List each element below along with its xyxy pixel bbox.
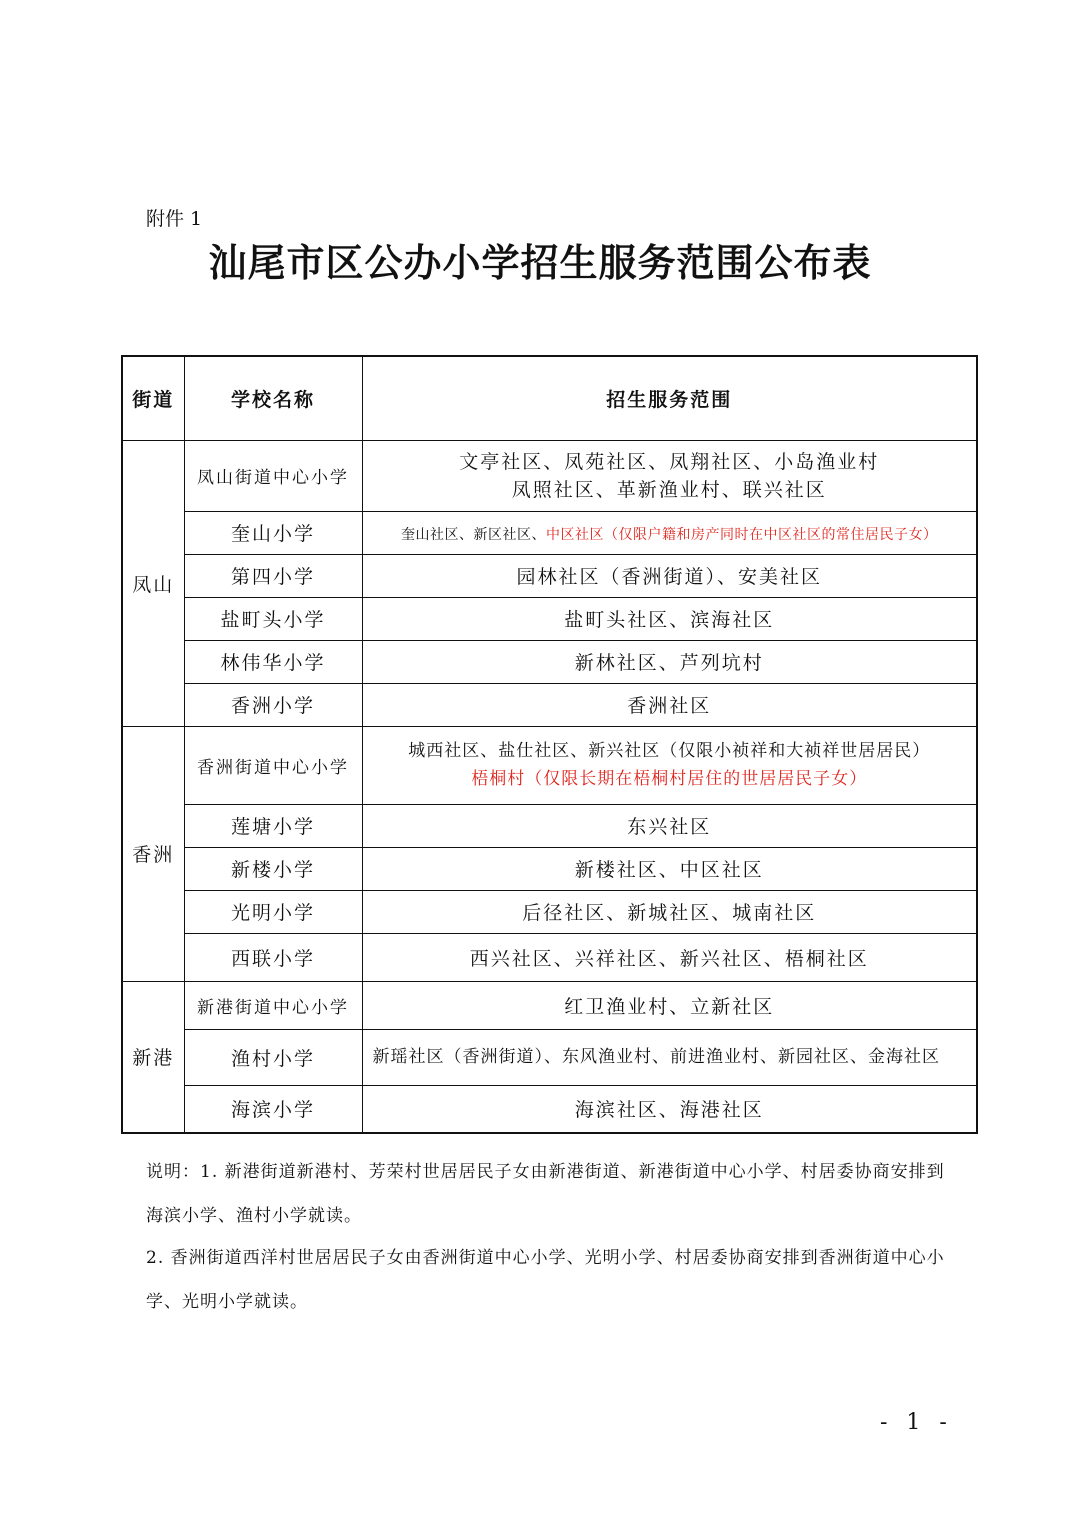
page-number: - 1 - [880, 1410, 953, 1435]
school-cell: 奎山小学 [184, 511, 362, 554]
range-cell: 园林社区（香洲街道）、安美社区 [362, 554, 977, 597]
range-cell: 后径社区、新城社区、城南社区 [362, 890, 977, 933]
table-row [122, 847, 977, 890]
school-cell: 香洲小学 [184, 683, 362, 726]
range-cell: 西兴社区、兴祥社区、新兴社区、梧桐社区 [362, 933, 977, 981]
table-row [122, 804, 977, 847]
table-row [122, 683, 977, 726]
table-row [122, 640, 977, 683]
street-cell: 香洲 [122, 726, 184, 981]
range-cell [362, 440, 977, 511]
note-2: 2. 香洲街道西洋村世居居民子女由香洲街道中心小学、光明小学、村居委协商安排到香洲街道中心小学、光明小学就读。 [146, 1248, 945, 1312]
range-highlight-line: 梧桐村（仅限长期在梧桐村居住的世居居民子女） [471, 769, 868, 789]
table-row [122, 597, 977, 640]
document-title: 汕尾市区公办小学招生服务范围公布表 [208, 240, 872, 285]
header-school: 学校名称 [184, 356, 362, 440]
range-cell: 盐町头社区、滨海社区 [362, 597, 977, 640]
table-row [122, 1085, 977, 1133]
range-line: 凤照社区、革新渔业村、联兴社区 [511, 478, 827, 501]
school-cell: 新港街道中心小学 [184, 981, 362, 1029]
range-line: 城西社区、盐仕社区、新兴社区（仅限小祯祥和大祯祥世居居民） [408, 741, 931, 761]
table-header-row [122, 356, 977, 440]
street-cell: 新港 [122, 981, 184, 1133]
school-cell: 香洲街道中心小学 [184, 726, 362, 804]
table-row [122, 440, 977, 511]
attachment-label: 附件 1 [146, 208, 203, 230]
school-cell: 第四小学 [184, 554, 362, 597]
table-row [122, 554, 977, 597]
range-text: 奎山社区、新区社区、 [401, 526, 546, 543]
table-row [122, 511, 977, 554]
school-cell: 盐町头小学 [184, 597, 362, 640]
range-highlight-text: 中区社区（仅限户籍和房产同时在中区社区的常住居民子女） [546, 526, 938, 543]
range-cell: 海滨社区、海港社区 [362, 1085, 977, 1133]
table-row [122, 890, 977, 933]
enrollment-table [121, 355, 978, 1134]
range-cell [362, 511, 977, 554]
header-street: 街道 [122, 356, 184, 440]
table-row [122, 933, 977, 981]
school-cell: 渔村小学 [184, 1029, 362, 1085]
range-cell: 香洲社区 [362, 683, 977, 726]
table-row [122, 981, 977, 1029]
table-row [122, 726, 977, 804]
header-range: 招生服务范围 [362, 356, 977, 440]
range-cell: 红卫渔业村、立新社区 [362, 981, 977, 1029]
table-row [122, 1029, 977, 1085]
school-cell: 海滨小学 [184, 1085, 362, 1133]
school-cell: 林伟华小学 [184, 640, 362, 683]
range-cell: 东兴社区 [362, 804, 977, 847]
range-cell: 新林社区、芦列坑村 [362, 640, 977, 683]
range-cell: 新楼社区、中区社区 [362, 847, 977, 890]
school-cell: 莲塘小学 [184, 804, 362, 847]
range-cell [362, 726, 977, 804]
street-cell: 凤山 [122, 440, 184, 726]
school-cell: 光明小学 [184, 890, 362, 933]
school-cell: 凤山街道中心小学 [184, 440, 362, 511]
range-line: 文亭社区、凤苑社区、凤翔社区、小岛渔业村 [459, 450, 880, 473]
note-1: 说明：1. 新港街道新港村、芳荣村世居居民子女由新港街道、新港街道中心小学、村居委协商安排到海滨小学、渔村小学就读。 [146, 1162, 945, 1226]
range-cell: 新瑶社区（香洲街道）、东风渔业村、前进渔业村、新园社区、金海社区 [362, 1029, 977, 1085]
school-cell: 西联小学 [184, 933, 362, 981]
school-cell: 新楼小学 [184, 847, 362, 890]
